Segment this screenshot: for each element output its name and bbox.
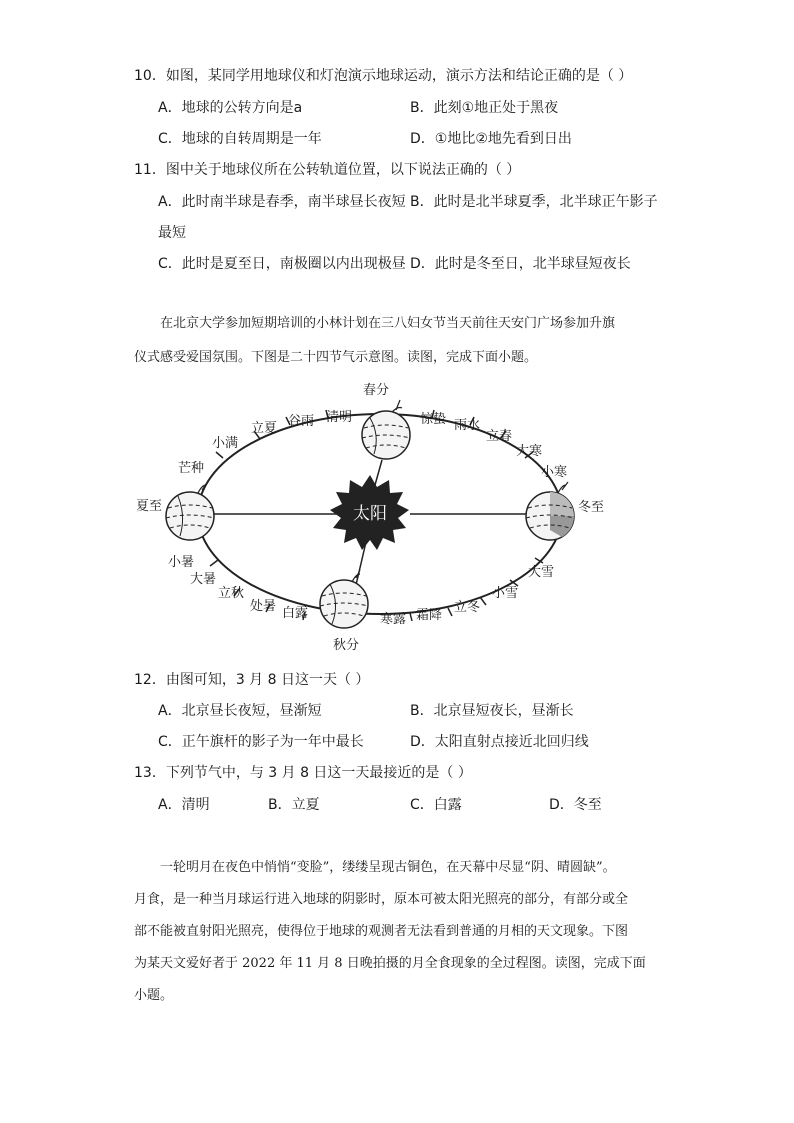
- sun-icon: [330, 475, 409, 550]
- axis-line-top: [375, 460, 382, 485]
- q11-option-c: C．此时是夏至日，南极圈以内出现极昼: [158, 256, 406, 272]
- q13-stem: 13．下列节气中，与 3 月 8 日这一天最接近的是（ ）: [134, 765, 472, 781]
- passage-lunar-eclipse-line-5: 小题。: [134, 988, 174, 1003]
- term-guyu: 谷雨: [288, 414, 315, 429]
- term-dongzhi: 冬至: [578, 500, 605, 515]
- q10-option-a: A．地球的公转方向是a: [158, 100, 303, 116]
- term-bailu: 白露: [282, 606, 309, 621]
- passage-lunar-eclipse-line-2: 月食，是一种当月球运行进入地球的阴影时，原本可被太阳光照亮的部分，有部分或全: [134, 892, 629, 907]
- q12-option-a: A．北京昼长夜短，昼渐短: [158, 703, 322, 719]
- term-yushui: 雨水: [454, 418, 481, 433]
- term-shuangjiang: 霜降: [416, 608, 443, 623]
- axis-line-bottom: [356, 542, 366, 585]
- earth-globe-xiazhi: [166, 482, 214, 540]
- term-qiufen: 秋分: [332, 638, 360, 653]
- term-xiaoxue: 小雪: [492, 586, 519, 601]
- q13-option-a: A．清明: [158, 797, 210, 813]
- term-lixia: 立夏: [251, 421, 278, 436]
- solar-terms-diagram: [130, 380, 620, 660]
- q13-option-d: D．冬至: [549, 797, 602, 813]
- q13-option-c: C．白露: [410, 797, 462, 813]
- term-daxue: 大雪: [528, 565, 555, 580]
- term-lichun: 立春: [486, 429, 513, 444]
- passage-lunar-eclipse: [134, 858, 682, 1006]
- term-chunfen: 春分: [362, 383, 390, 398]
- term-mangzhong: 芒种: [178, 461, 205, 476]
- sun-label: 太阳: [353, 504, 387, 524]
- term-dahan: 大寒: [516, 444, 543, 459]
- q11-option-b-continued: 最短: [158, 225, 186, 241]
- term-lidong: 立冬: [454, 600, 481, 615]
- q13-option-b: B．立夏: [268, 797, 320, 813]
- passage-lunar-eclipse-line-4: 为某天文爱好者于 2022 年 11 月 8 日晚拍摄的月全食现象的全过程图。读图，完成下面: [134, 956, 646, 971]
- q11-stem: 11．图中关于地球仪所在公转轨道位置，以下说法正确的（ ）: [134, 162, 521, 178]
- term-liqiu: 立秋: [218, 586, 245, 601]
- earth-globe-dongzhi: [526, 482, 574, 540]
- passage-lunar-eclipse-line-1: 一轮明月在夜色中悄悄“变脸”，缕缕呈现古铜色，在天幕中尽显“阴、晴圆缺”。: [160, 860, 616, 875]
- passage-lunar-eclipse-line-3: 部不能被直射阳光照亮，使得位于地球的观测者无法看到普通的月相的天文现象。下图: [134, 924, 629, 939]
- q10-option-c: C．地球的自转周期是一年: [158, 131, 322, 147]
- q12-option-d: D．太阳直射点接近北回归线: [410, 734, 589, 750]
- term-hanlu: 寒露: [380, 612, 407, 627]
- term-xiaohan: 小寒: [541, 465, 568, 480]
- term-xiazhi: 夏至: [136, 499, 163, 514]
- q10-option-d: D．①地比②地先看到日出: [410, 131, 572, 147]
- term-qingming: 清明: [326, 410, 353, 425]
- term-jingzhe: 惊蛰: [420, 412, 447, 427]
- q11-option-b: B．此时是北半球夏季，北半球正午影子: [410, 194, 658, 210]
- q10-option-b: B．此刻①地正处于黑夜: [410, 100, 559, 116]
- term-chushu: 处暑: [250, 599, 277, 614]
- q12-option-b: B．北京昼短夜长，昼渐长: [410, 703, 574, 719]
- passage-solar-terms-line-1: 在北京大学参加短期培训的小林计划在三八妇女节当天前往天安门广场参加升旗: [160, 316, 616, 331]
- q12-option-c: C．正午旗杆的影子为一年中最长: [158, 734, 364, 750]
- q10-stem: 10．如图，某同学用地球仪和灯泡演示地球运动，演示方法和结论正确的是（ ）: [134, 68, 633, 84]
- q12-stem: 12．由图可知，3 月 8 日这一天（ ）: [134, 672, 370, 688]
- q11-option-a: A．此时南半球是春季，南半球昼长夜短: [158, 194, 406, 210]
- earth-globe-qiufen: [320, 570, 368, 628]
- term-dashu: 大暑: [190, 572, 217, 587]
- q11-option-d: D．此时是冬至日，北半球昼短夜长: [410, 256, 631, 272]
- passage-solar-terms-line-2: 仪式感受爱国氛围。下图是二十四节气示意图。读图，完成下面小题。: [134, 350, 538, 365]
- earth-globe-chunfen: [362, 400, 410, 459]
- term-xiaoshu: 小暑: [168, 555, 195, 570]
- term-xiaoman: 小满: [212, 436, 239, 451]
- passage-solar-terms: [134, 314, 674, 368]
